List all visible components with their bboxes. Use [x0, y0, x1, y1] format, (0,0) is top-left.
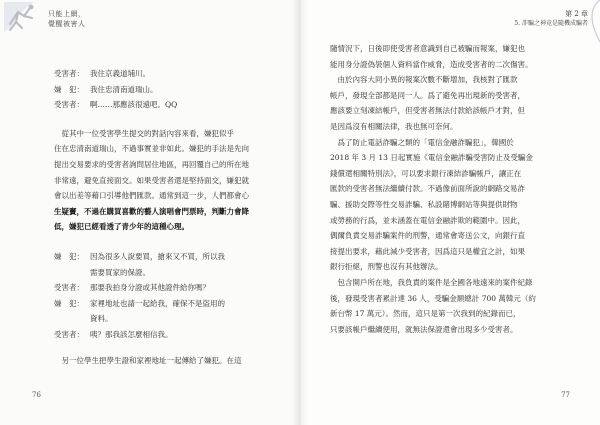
page-number-right: 77 [561, 391, 570, 399]
text-line-emphasis: 生疑竇，不過在購買喜歡的藝人演唱會門票時，判斷力會降 [54, 206, 249, 216]
dialog-line [54, 296, 268, 312]
text-line: 偶爾負責交易詐騙案件的刑警，通常會寄送公文，向銀行直 [330, 231, 525, 241]
paragraph-1 [54, 126, 268, 235]
dialog-continuation: 資料。 [90, 314, 113, 324]
chapter-label: 第 2 章 [565, 10, 588, 18]
page-number-left: 76 [32, 391, 41, 399]
dialog-text: 咦？那我該怎麼相信我。 [90, 329, 173, 339]
text-line: 爲了防止電話詐騙之類的「電信金融詐騙犯」，韓國於 [330, 137, 514, 147]
chapter-subtitle: 5. 詐騙之神竟是隨機成騙者 [514, 20, 588, 27]
right-body [330, 41, 566, 337]
text-line: 能用身分證偽裝個人資料當作威脅，造成受害者的二次傷害。 [330, 59, 533, 69]
book-title [48, 9, 86, 29]
text-line: 或勞務的行爲，並未涵蓋在電信金融詐欺的範圍中。因此， [330, 215, 525, 225]
dialog-continuation: 需要買家的保證。 [90, 267, 150, 277]
text-line: 另一位學生把學生證和家裡地址一起傳給了嫌犯。在這 [54, 355, 242, 365]
book-title-line-2: 覺醒被害人 [48, 20, 86, 28]
text-line: 是因爲沒有相關法律，我也無可奈何。 [330, 121, 458, 131]
text-line: 騙、援助交際等性交易詐騙、私設賭博網站等與提供財物 [330, 199, 518, 209]
speaker-label: 受害者： [54, 69, 84, 78]
text-line: 接提出要求，藉此減少受害者，因爲這只是權宜之計，如果 [330, 246, 525, 256]
speaker-label: 嫌 犯： [54, 298, 84, 308]
speaker-label: 嫌 犯： [54, 251, 84, 261]
dialog-line [54, 280, 268, 296]
text-line: 隨情況下，日後即使受害者意識到自己被騙而報案，嫌犯也 [330, 44, 525, 53]
speaker-label: 受害者： [54, 329, 84, 339]
speaker-label: 受害者： [54, 283, 84, 293]
book-header [0, 0, 300, 42]
text-line: 銀行拒絕，刑警也沒有其他辦法。 [330, 262, 443, 272]
chapter-header [514, 9, 588, 29]
text-line: 住在忠清南道瑞山，不過事實並非如此。嫌犯的手法是先向 [54, 144, 249, 154]
book-gutter-shadow [292, 0, 308, 425]
dialog-text: 我住忠清南道瑞山。 [90, 84, 158, 94]
text-line: 從其中一位受害學生提交的對話內容來看，嫌犯似乎 [54, 128, 234, 138]
text-line: 2018 年 3 月 13 日起實施《電信金融詐騙受害防止及受騙金 [330, 153, 533, 163]
dialog-text: 啊……那應該很遠吧。QQ [90, 100, 178, 110]
right-page [300, 0, 600, 425]
dialog-block-2 [54, 249, 268, 343]
text-line: 新台幣 17 萬元）。然而，這只是第一次我到的紀錄而已， [330, 309, 521, 319]
dialog-line [54, 66, 268, 82]
text-line: 匯款的受害者無法繼續付款。不過像前面所說的網路交易詐 [330, 184, 525, 194]
text-line: 應該要立刻凍結帳戶，但受害者無法付款給該帳戶才對，但 [330, 106, 525, 116]
page-corner-arc [580, 0, 600, 42]
running-figure-logo [4, 2, 48, 36]
dialog-line [54, 97, 268, 113]
dialog-text: 家裡地址也請一起給我，確保不是盜用的 [90, 298, 225, 308]
dialog-text: 我住京義道埔川。 [90, 69, 150, 78]
speaker-label: 嫌 犯： [54, 84, 84, 94]
text-line: 只要該帳戶繼續使用，就無法保證還會出現多少受害者。 [330, 324, 518, 334]
dialog-block-1 [54, 66, 268, 113]
text-line: 包含開戶所在地，我負責的案件是全國各地遠來的案件紀錄 [330, 277, 533, 287]
text-line: 後，發現受害者累計達 36 人，受騙金額總計 700 萬韓元（約 [330, 293, 536, 303]
text-line: 由於內容大同小異的報案次數不斷增加，我核對了匯款 [330, 75, 518, 85]
book-title-line-1: 只能上網， [48, 10, 86, 18]
paragraph-2 [54, 353, 268, 369]
text-line-emphasis: 低，嫌犯已經看透了青少年的這種心理。 [54, 222, 189, 232]
dialog-line [54, 327, 268, 343]
dialog-text: 那要我拍身分證或其他證件給你嗎？ [90, 283, 210, 293]
text-line: 提出交易要求的受害者詢問居住地區，再回覆自己的所在地 [54, 159, 249, 169]
text-line: 非常遠，避免直接面交。如果受害者還是堅持面交，嫌犯就 [54, 175, 249, 185]
dialog-line [54, 82, 268, 98]
speaker-label: 受害者： [54, 100, 84, 110]
left-body [54, 66, 268, 368]
text-line: 會以出差等藉口引導他們匯款。通常到這一步，人們都會心 [54, 191, 249, 201]
text-line: 帳戶，發現全部都是同一人。爲了避免再出現新的受害者， [330, 90, 525, 100]
dialog-text: 因為很多人說要買，搶來又不買，所以我 [90, 251, 225, 261]
dialog-line [54, 249, 268, 265]
text-line: 錢償還相關特別法》，可以要求銀行凍結詐騙帳戶，讓正在 [330, 168, 522, 178]
